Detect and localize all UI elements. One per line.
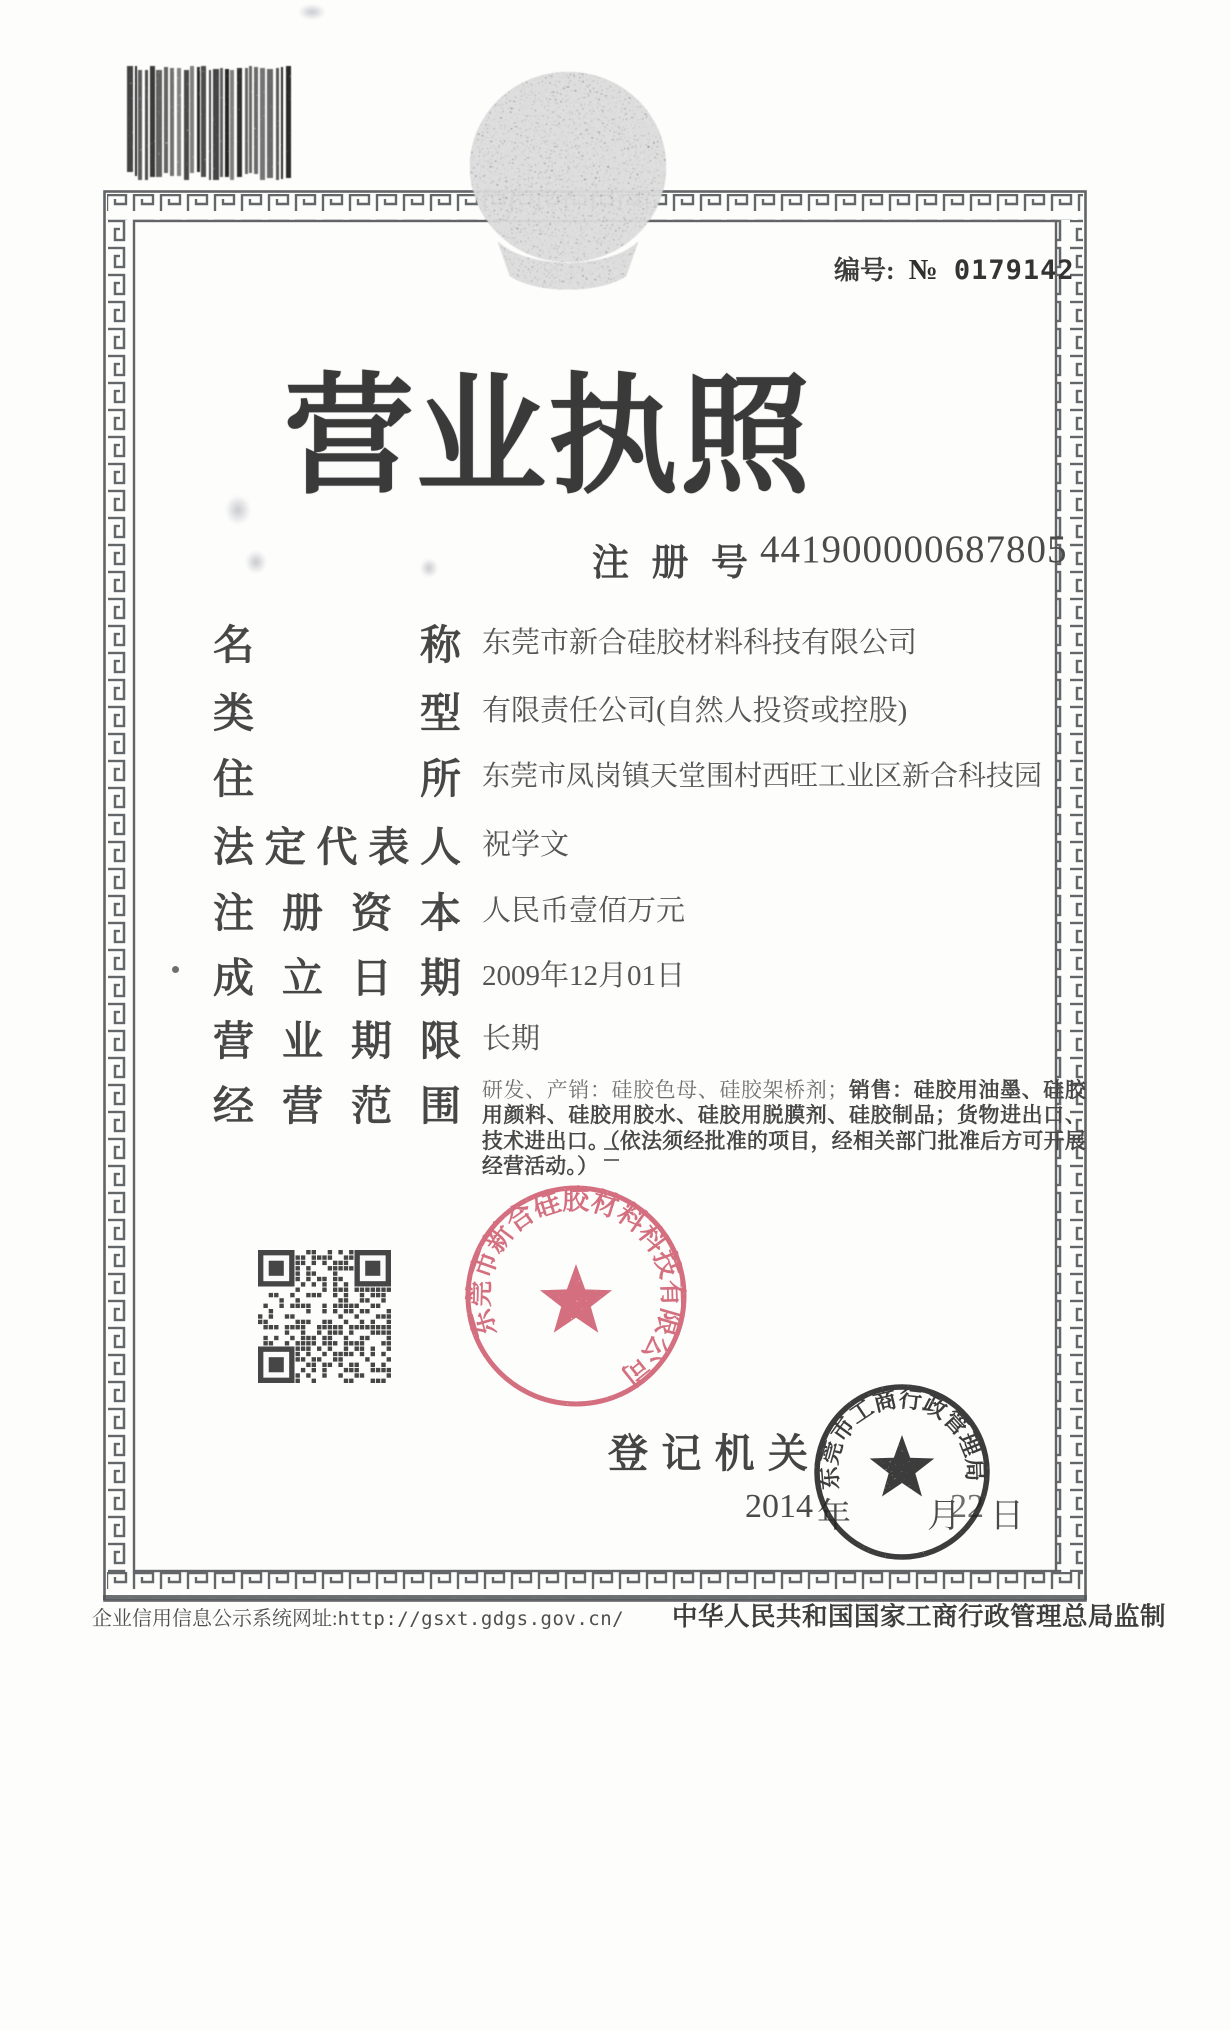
numero-sign: № <box>908 254 938 286</box>
field-value: 人民币壹佰万元 <box>482 895 686 927</box>
issue-day: 22 <box>950 1488 984 1525</box>
scan-artifact <box>245 550 267 574</box>
field-label: 成 立 日 期 <box>213 955 461 1001</box>
footer-site <box>92 1602 624 1631</box>
scan-artifact <box>298 4 326 20</box>
field-value: 祝学文 <box>482 829 570 861</box>
qr-code <box>258 1250 392 1384</box>
issue-year: 2014 <box>745 1488 813 1525</box>
field-row-capital <box>213 880 685 939</box>
barcode <box>125 66 297 180</box>
field-label: 法 定 代 表 人 <box>213 824 461 870</box>
issue-year-unit: 年 <box>817 1498 851 1535</box>
field-label: 营 业 期 限 <box>213 1018 461 1064</box>
field-row-term <box>213 1008 540 1067</box>
registrar-seal-star-icon <box>870 1435 935 1497</box>
company-seal-stamp <box>452 1172 700 1420</box>
field-label: 注 册 资 本 <box>213 890 461 936</box>
footer-site-label: 企业信用信息公示系统网址: <box>92 1608 338 1630</box>
issue-day-unit: 日 <box>990 1498 1024 1535</box>
field-row-address <box>213 746 1042 805</box>
field-row-type <box>213 680 907 739</box>
scan-artifact <box>172 966 179 973</box>
seal-star-icon <box>540 1264 612 1333</box>
field-value: 有限责任公司(自然人投资或控股) <box>482 695 908 727</box>
serial-label: 编号: <box>834 256 895 285</box>
business-scope-text: 研发、产销：硅胶色母、硅胶架桥剂；销售：硅胶用油墨、硅胶用颜料、硅胶用胶水、硅胶用脱膜剂、硅胶制品；货物进出口、技术进出口。（依法须经批准的项目，经相关部门批准后方可开展经营活动。） <box>482 1079 1086 1179</box>
registrar-seal-text: 东莞市工商行政管理局 <box>816 1386 988 1491</box>
license-title-text: 营 业 执 照 <box>284 366 813 510</box>
field-value: 长期 <box>482 1023 541 1055</box>
registration-number-value: 441900000687805 <box>760 528 1068 571</box>
serial-row <box>834 250 1075 287</box>
license-title <box>284 332 812 519</box>
field-label: 经 营 范 围 <box>213 1083 461 1129</box>
field-row-legal-rep <box>213 814 569 873</box>
company-seal-text: 东莞市新合硅胶材料科技有限公司 <box>464 1185 688 1392</box>
field-value: 东莞市凤岗镇天堂围村西旺工业区新合科技园 <box>482 761 1043 792</box>
serial-number: 0179142 <box>953 255 1075 286</box>
field-label: 类 型 <box>213 690 461 736</box>
scan-artifact <box>604 1148 619 1161</box>
registrar-seal-stamp <box>806 1376 998 1568</box>
footer-issuer: 中华人民共和国国家工商行政管理总局监制 <box>672 1602 1167 1631</box>
field-label: 住 所 <box>213 756 461 802</box>
scan-artifact <box>420 558 438 578</box>
national-emblem <box>448 70 690 300</box>
registration-number-label: 注 册 号 <box>592 543 748 584</box>
field-row-founded <box>213 945 685 1004</box>
field-label: 名 称 <box>213 622 461 668</box>
footer-site-url: http://gsxt.gdgs.gov.cn/ <box>337 1608 625 1630</box>
issue-month-unit: 月 <box>927 1498 961 1535</box>
registrar-label: 登 记 机 关 <box>608 1431 808 1476</box>
scan-artifact <box>225 495 251 525</box>
field-value: 2009年12月01日 <box>482 960 686 992</box>
field-value: 东莞市新合硅胶材料科技有限公司 <box>482 627 918 659</box>
field-row-scope <box>213 1073 461 1132</box>
field-row-name <box>213 612 917 671</box>
